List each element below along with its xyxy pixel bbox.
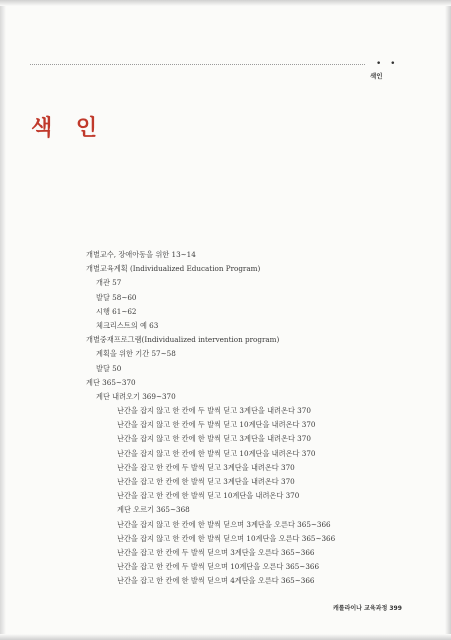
index-entry: 계단 내려오기 369~370 xyxy=(96,391,176,401)
index-entry: 난간을 잡지 않고 한 칸에 한 발씩 딛고 10계단을 내려온다 370 xyxy=(117,448,316,458)
index-entry: 난간을 잡지 않고 한 칸에 한 발씩 딛고 3계단을 내려온다 370 xyxy=(117,434,311,444)
index-entry: 체크리스트의 예 63 xyxy=(96,320,159,330)
index-entry: 개별교수, 장애아동을 위한 13~14 xyxy=(86,250,196,259)
page-folio: 캐롤라이나 교육과정 399 xyxy=(333,605,402,612)
page-edge-right xyxy=(445,0,451,640)
index-entry: 시행 61~62 xyxy=(96,306,137,316)
index-entry: 발달 58~60 xyxy=(96,292,137,302)
index-entry: 개관 57 xyxy=(96,278,122,288)
index-list xyxy=(86,248,426,589)
index-entry: 난간을 잡지 않고 한 칸에 한 발씩 딛으며 10계단을 오른다 365~366 xyxy=(117,533,336,543)
running-head: 색인 xyxy=(370,72,383,80)
index-entry: 난간을 잡고 한 칸에 두 발씩 딛고 3계단을 내려온다 370 xyxy=(117,462,295,472)
index-entry: 난간을 잡고 한 칸에 한 발씩 딛고 3계단을 내려온다 370 xyxy=(117,477,295,486)
index-entry: 난간을 잡지 않고 한 칸에 두 발씩 딛고 3계단을 내려온다 370 xyxy=(117,406,311,416)
index-entry: 난간을 잡고 한 칸에 한 발씩 딛으며 4계단을 오른다 365~366 xyxy=(117,576,315,586)
index-entry: 계획을 위한 기간 57~58 xyxy=(96,349,176,359)
index-entry: 계단 365~370 xyxy=(86,377,136,387)
index-entry: 발달 50 xyxy=(96,363,122,373)
index-entry: 계단 오르기 365~368 xyxy=(117,505,190,515)
index-entry: 개별교육계획 (Individualized Education Program) xyxy=(86,264,261,274)
index-entry: 난간을 잡지 않고 한 칸에 두 발씩 딛고 10계단을 내려온다 370 xyxy=(117,420,316,430)
page-edge-top xyxy=(0,0,451,6)
index-entry: 난간을 잡고 한 칸에 두 발씩 딛으며 10계단을 오른다 365~366 xyxy=(117,562,320,572)
page-edge-bottom xyxy=(0,634,451,640)
header-bullets: • • xyxy=(376,59,399,69)
index-entry: 개별중재프로그램(Individualized intervention program) xyxy=(86,335,280,345)
index-entry: 난간을 잡고 한 칸에 두 발씩 딛으며 3계단을 오른다 365~366 xyxy=(117,547,315,557)
index-title: 색 인 xyxy=(31,116,106,141)
header-dotted-rule xyxy=(30,64,365,65)
index-entry: 난간을 잡고 한 칸에 한 발씩 딛고 10계단을 내려온다 370 xyxy=(117,491,300,501)
index-entry: 난간을 잡지 않고 한 칸에 한 발씩 딛으며 3계단을 오른다 365~366 xyxy=(117,519,331,529)
page-edge-left xyxy=(0,0,6,640)
